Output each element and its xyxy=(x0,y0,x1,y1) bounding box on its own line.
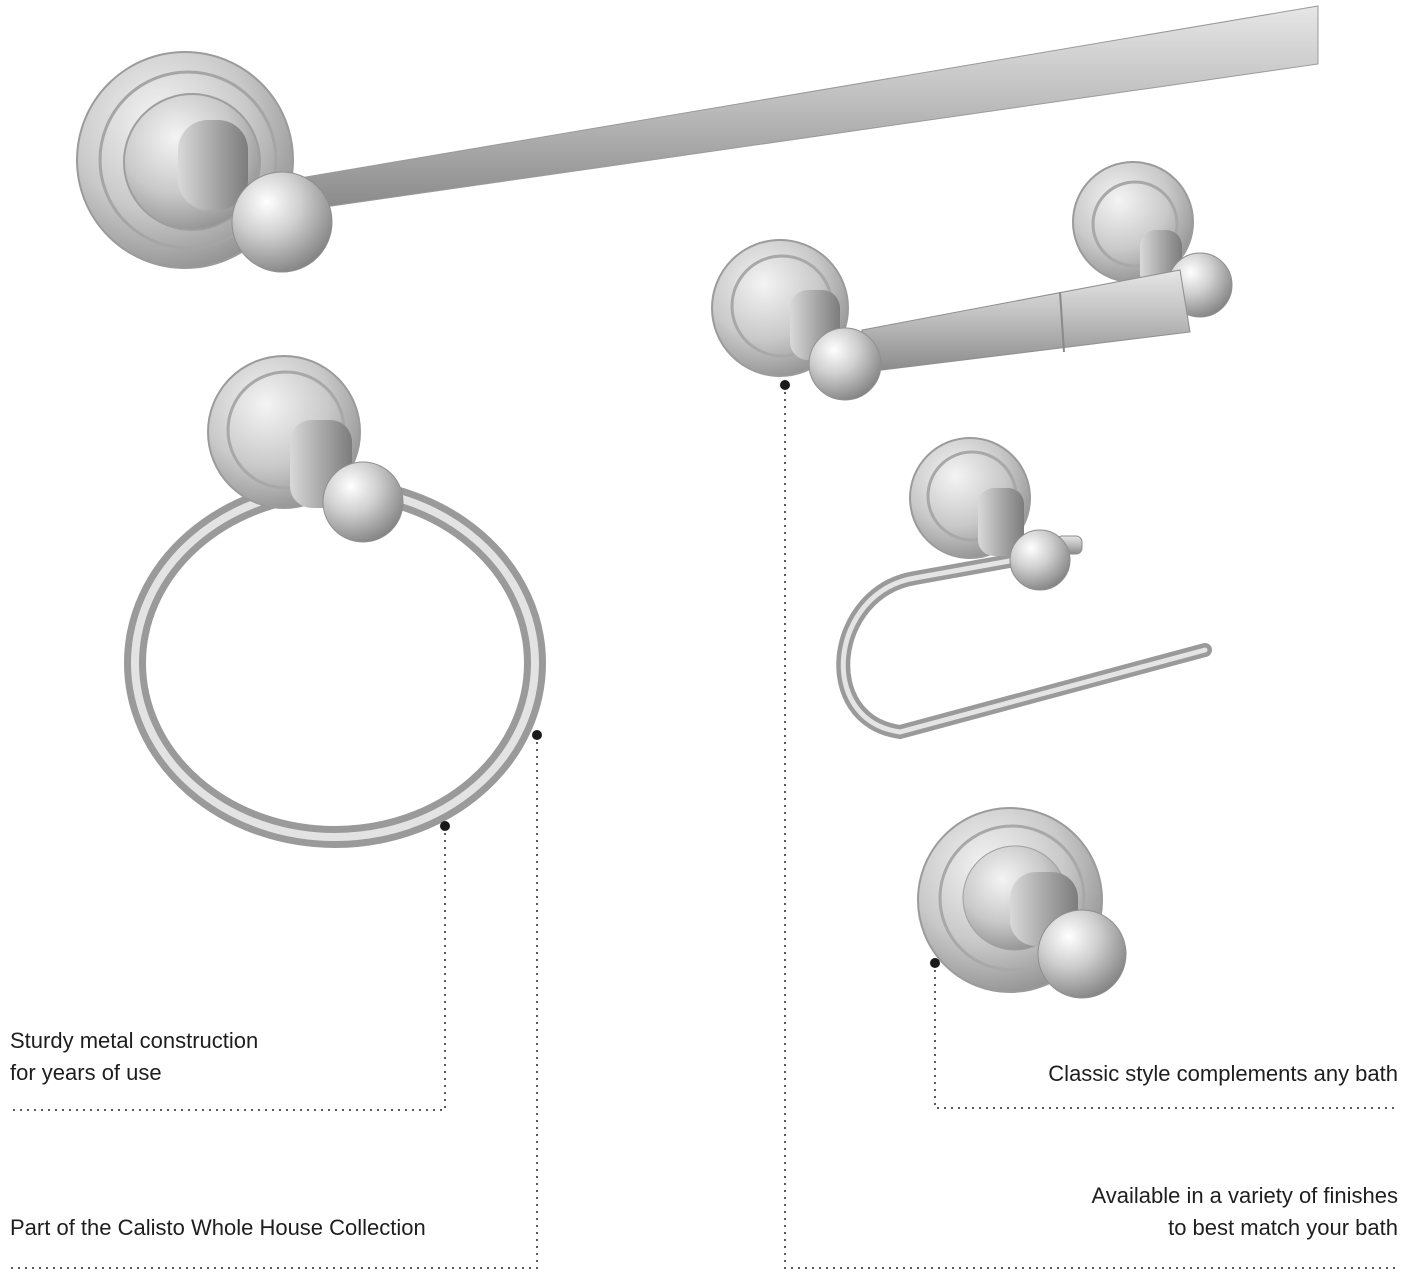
callout-classic xyxy=(1048,1058,1398,1090)
leader-dots xyxy=(440,380,940,968)
leader-line-finishes xyxy=(785,385,1398,1268)
toilet-paper-holder-icon xyxy=(712,162,1232,400)
callout-sturdy-line2: for years of use xyxy=(10,1060,162,1085)
leader-line-collection xyxy=(8,735,537,1268)
callout-sturdy xyxy=(10,1025,258,1089)
open-paper-holder-icon xyxy=(843,438,1205,732)
callout-finishes-line2: to best match your bath xyxy=(1168,1215,1398,1240)
callout-collection xyxy=(10,1212,426,1244)
callout-finishes-line1: Available in a variety of finishes xyxy=(1091,1183,1398,1208)
callout-finishes xyxy=(1091,1180,1398,1244)
callout-classic-line1: Classic style complements any bath xyxy=(1048,1061,1398,1086)
callout-collection-line1: Part of the Calisto Whole House Collection xyxy=(10,1215,426,1240)
callout-sturdy-line1: Sturdy metal construction xyxy=(10,1028,259,1053)
dot-sturdy xyxy=(440,821,450,831)
dot-classic xyxy=(930,958,940,968)
dot-collection xyxy=(532,730,542,740)
dot-finishes xyxy=(780,380,790,390)
robe-hook-icon xyxy=(918,808,1126,998)
towel-ring-icon xyxy=(135,356,535,837)
